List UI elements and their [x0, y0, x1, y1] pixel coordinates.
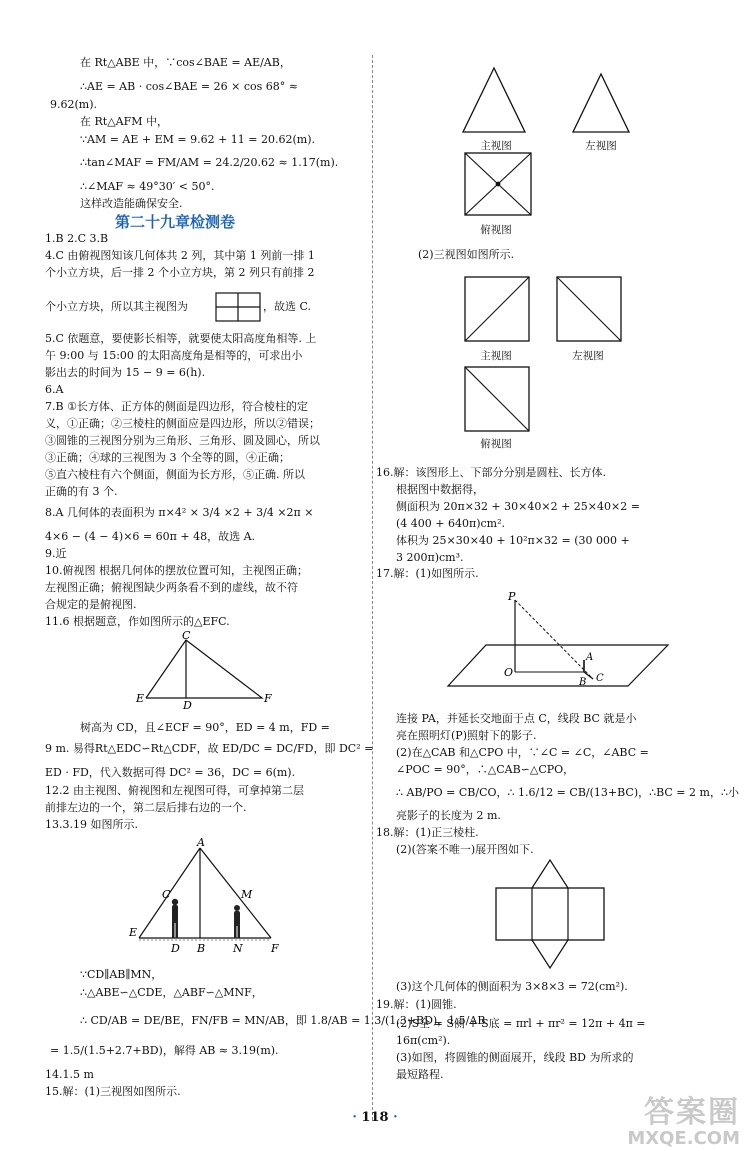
label-e: E [136, 692, 145, 705]
answer-line: 16.解：该图形上、下部分分别是圆柱、长方体. [376, 466, 606, 479]
answer-line: 根据图中数据得， [396, 483, 484, 496]
answer-line: 8.A 几何体的表面积为 π×4² × 3/4 ×2 + 3/4 ×2π × [45, 506, 314, 519]
shadow-similar-triangles-figure [129, 836, 325, 958]
three-view-squares-figure [464, 276, 624, 346]
text-line: ∴∠MAF ≈ 49°30′ < 50°. [80, 180, 215, 193]
answer-line: (4 400 + 640π)cm². [396, 517, 506, 530]
answer-line: 4.C 由俯视图知该几何体共 2 列，其中第 1 列前一排 1 [45, 249, 315, 262]
answer-line: 12.2 由主视图、俯视图和左视图可得，可拿掉第二层 [45, 784, 304, 797]
answer-line: 19.解：(1)圆锥. [376, 998, 457, 1011]
answer-line: 7.B ①长方体、正方体的侧面是四边形，符合棱柱的定 [45, 400, 308, 413]
answer-line: (2)(答案不唯一)展开图如下. [396, 843, 534, 856]
label-f: F [271, 942, 279, 955]
answer-line: 5.C 依题意，要使影长相等，就要使太阳高度角相等. 上 [45, 332, 317, 345]
text-line: 9.62(m). [50, 98, 98, 111]
answer-line: = 1.5/(1.5+2.7+BD)，解得 AB ≈ 3.19(m). [50, 1044, 279, 1057]
answer-line: 10.俯视图 根据几何体的摆放位置可知，主视图正确； [45, 564, 308, 577]
top-view-square-figure [464, 366, 534, 436]
answer-line: 合规定的是俯视图. [45, 598, 137, 611]
watermark-logo: 答案圈 MXQE.COM [627, 1095, 740, 1149]
label-a: A [586, 652, 594, 663]
answer-line: ③正确；④球的三视图为 3 个全等的圆，④正确； [45, 451, 290, 464]
caption-front-view: 主视图 [480, 350, 512, 362]
front-view-grid-figure [215, 292, 261, 322]
answer-line: (2)S全 = S侧 + S底 = πrl + πr² = 12π + 4π = [396, 1017, 646, 1030]
answer-line: 3 200π)cm³. [396, 551, 464, 564]
answer-line: 义，①正确；②三棱柱的侧面应是四边形，所以②错误； [45, 417, 320, 430]
answer-line: ，故选 C. [263, 300, 312, 313]
text-line: 这样改造能确保安全. [80, 197, 183, 210]
answer-line: 连接 PA，并延长交地面于点 C，线段 BC 就是小 [396, 712, 637, 725]
answer-line: 午 9:00 与 15:00 的太阳高度角是相等的，可求出小 [45, 349, 303, 362]
answer-line: 4×6 − (4 − 4)×6 = 60π + 48，故选 A. [45, 530, 256, 543]
answer-line: 11.6 根据题意，作如图所示的△EFC. [45, 615, 230, 628]
label-c: C [162, 888, 171, 901]
answer-line: 亮在照明灯(P)照射下的影子. [396, 729, 537, 742]
answer-line: ∴ CD/AB = DE/BE，FN/FB = MN/AB，即 1.8/AB = 1.3/(1.3+BD)，1.5/AB [80, 1014, 486, 1027]
label-a: A [197, 836, 205, 849]
answer-line: ③圆锥的三视图分别为三角形、三角形、圆及圆心，所以 [45, 434, 320, 447]
answer-line: ∴ AB/PO = CB/CO，∴ 1.6/12 = CB/(13+BC)，∴BC = 2 m，∴小 [396, 786, 739, 799]
label-p: P [508, 590, 516, 603]
label-d: D [171, 942, 180, 955]
answer-line: 1.B 2.C 3.B [45, 232, 109, 245]
label-n: N [233, 942, 243, 955]
label-m: M [241, 888, 253, 901]
answer-line: 14.1.5 m [45, 1068, 94, 1081]
label-b: B [579, 677, 587, 688]
caption-left-view: 左视图 [572, 350, 604, 362]
label-c: C [182, 629, 191, 642]
answer-line: 亮影子的长度为 2 m. [396, 809, 501, 822]
prism-net-figure [494, 858, 608, 970]
answer-line: 树高为 CD，且∠ECF = 90°，ED = 4 m，FD = [80, 721, 330, 734]
text-line: 在 Rt△ABE 中，∵cos∠BAE = AE/AB， [80, 56, 291, 69]
answer-line: 前排左边的一个，第二层后排右边的一个. [45, 801, 247, 814]
section-title: 第二十九章检测卷 [115, 213, 236, 231]
answer-line: (3)这个几何体的侧面积为 3×8×3 = 72(cm²). [396, 980, 628, 993]
answer-line: 个小立方块，后一排 2 个小立方块，第 2 列只有前排 2 [45, 266, 315, 279]
answer-line: (2)在△CAB 和△CPO 中，∵∠C = ∠C，∠ABC = [396, 746, 649, 759]
street-light-shadow-figure [446, 590, 671, 695]
label-d: D [183, 699, 192, 712]
page-number: · 118 · [352, 1110, 398, 1125]
three-view-triangles-figure [461, 66, 671, 136]
label-b: B [197, 942, 206, 955]
answer-line: 个小立方块，所以其主视图为 [45, 300, 188, 313]
answer-line: ⑤直六棱柱有六个侧面，侧面为长方形，⑤正确. 所以 [45, 468, 305, 481]
text-line: 在 Rt△AFM 中， [80, 115, 168, 128]
answer-line: (3)如图，将圆锥的侧面展开，线段 BD 为所求的 [396, 1051, 634, 1064]
answer-line: 体积为 25×30×40 + 10²π×32 = (30 000 + [396, 534, 630, 547]
column-divider [372, 55, 373, 1120]
caption-front-view: 主视图 [480, 140, 512, 152]
answer-line: (2)三视图如图所示. [418, 248, 515, 261]
answer-line: 16π(cm²). [396, 1034, 451, 1047]
triangle-efc-figure [136, 629, 272, 712]
answer-line: ∵CD∥AB∥MN， [80, 968, 163, 981]
answer-line: 正确的有 3 个. [45, 485, 118, 498]
answer-line: 18.解：(1)正三棱柱. [376, 826, 479, 839]
answer-line: 9.近 [45, 547, 67, 560]
top-view-square-diagonals-figure [464, 152, 534, 218]
answer-line: 15.解：(1)三视图如图所示. [45, 1085, 181, 1098]
answer-line: 6.A [45, 383, 64, 396]
label-e: E [129, 926, 138, 939]
caption-left-view: 左视图 [585, 140, 617, 152]
answer-line: 侧面积为 20π×32 + 30×40×2 + 25×40×2 = [396, 500, 640, 513]
caption-top-view: 俯视图 [480, 224, 512, 236]
label-o: O [504, 666, 514, 679]
answer-line: 最短路程. [396, 1068, 444, 1081]
answer-line: ED · FD，代入数据可得 DC² = 36，DC = 6(m). [45, 766, 296, 779]
label-f: F [264, 692, 272, 705]
text-line: ∵AM = AE + EM = 9.62 + 11 = 20.62(m). [80, 133, 316, 146]
text-line: ∴tan∠MAF = FM/AM = 24.2/20.62 ≈ 1.17(m). [80, 156, 339, 169]
answer-line: ∠POC = 90°，∴△CAB∽△CPO， [396, 763, 575, 776]
label-c: C [596, 673, 604, 684]
answer-line: 17.解：(1)如图所示. [376, 567, 479, 580]
answer-line: 9 m. 易得Rt△EDC∽Rt△CDF，故 ED/DC = DC/FD，即 DC² = [45, 742, 374, 755]
answer-line: ∴△ABE∽△CDE，△ABF∽△MNF， [80, 986, 263, 999]
answer-line: 左视图正确；俯视图缺少两条看不到的虚线，故不符 [45, 581, 298, 594]
answer-line: 影出去的时间为 15 − 9 = 6(h). [45, 366, 206, 379]
caption-top-view: 俯视图 [480, 438, 512, 450]
text-line: ∴AE = AB · cos∠BAE = 26 × cos 68° ≈ [80, 80, 298, 93]
answer-line: 13.3.19 如图所示. [45, 818, 138, 831]
